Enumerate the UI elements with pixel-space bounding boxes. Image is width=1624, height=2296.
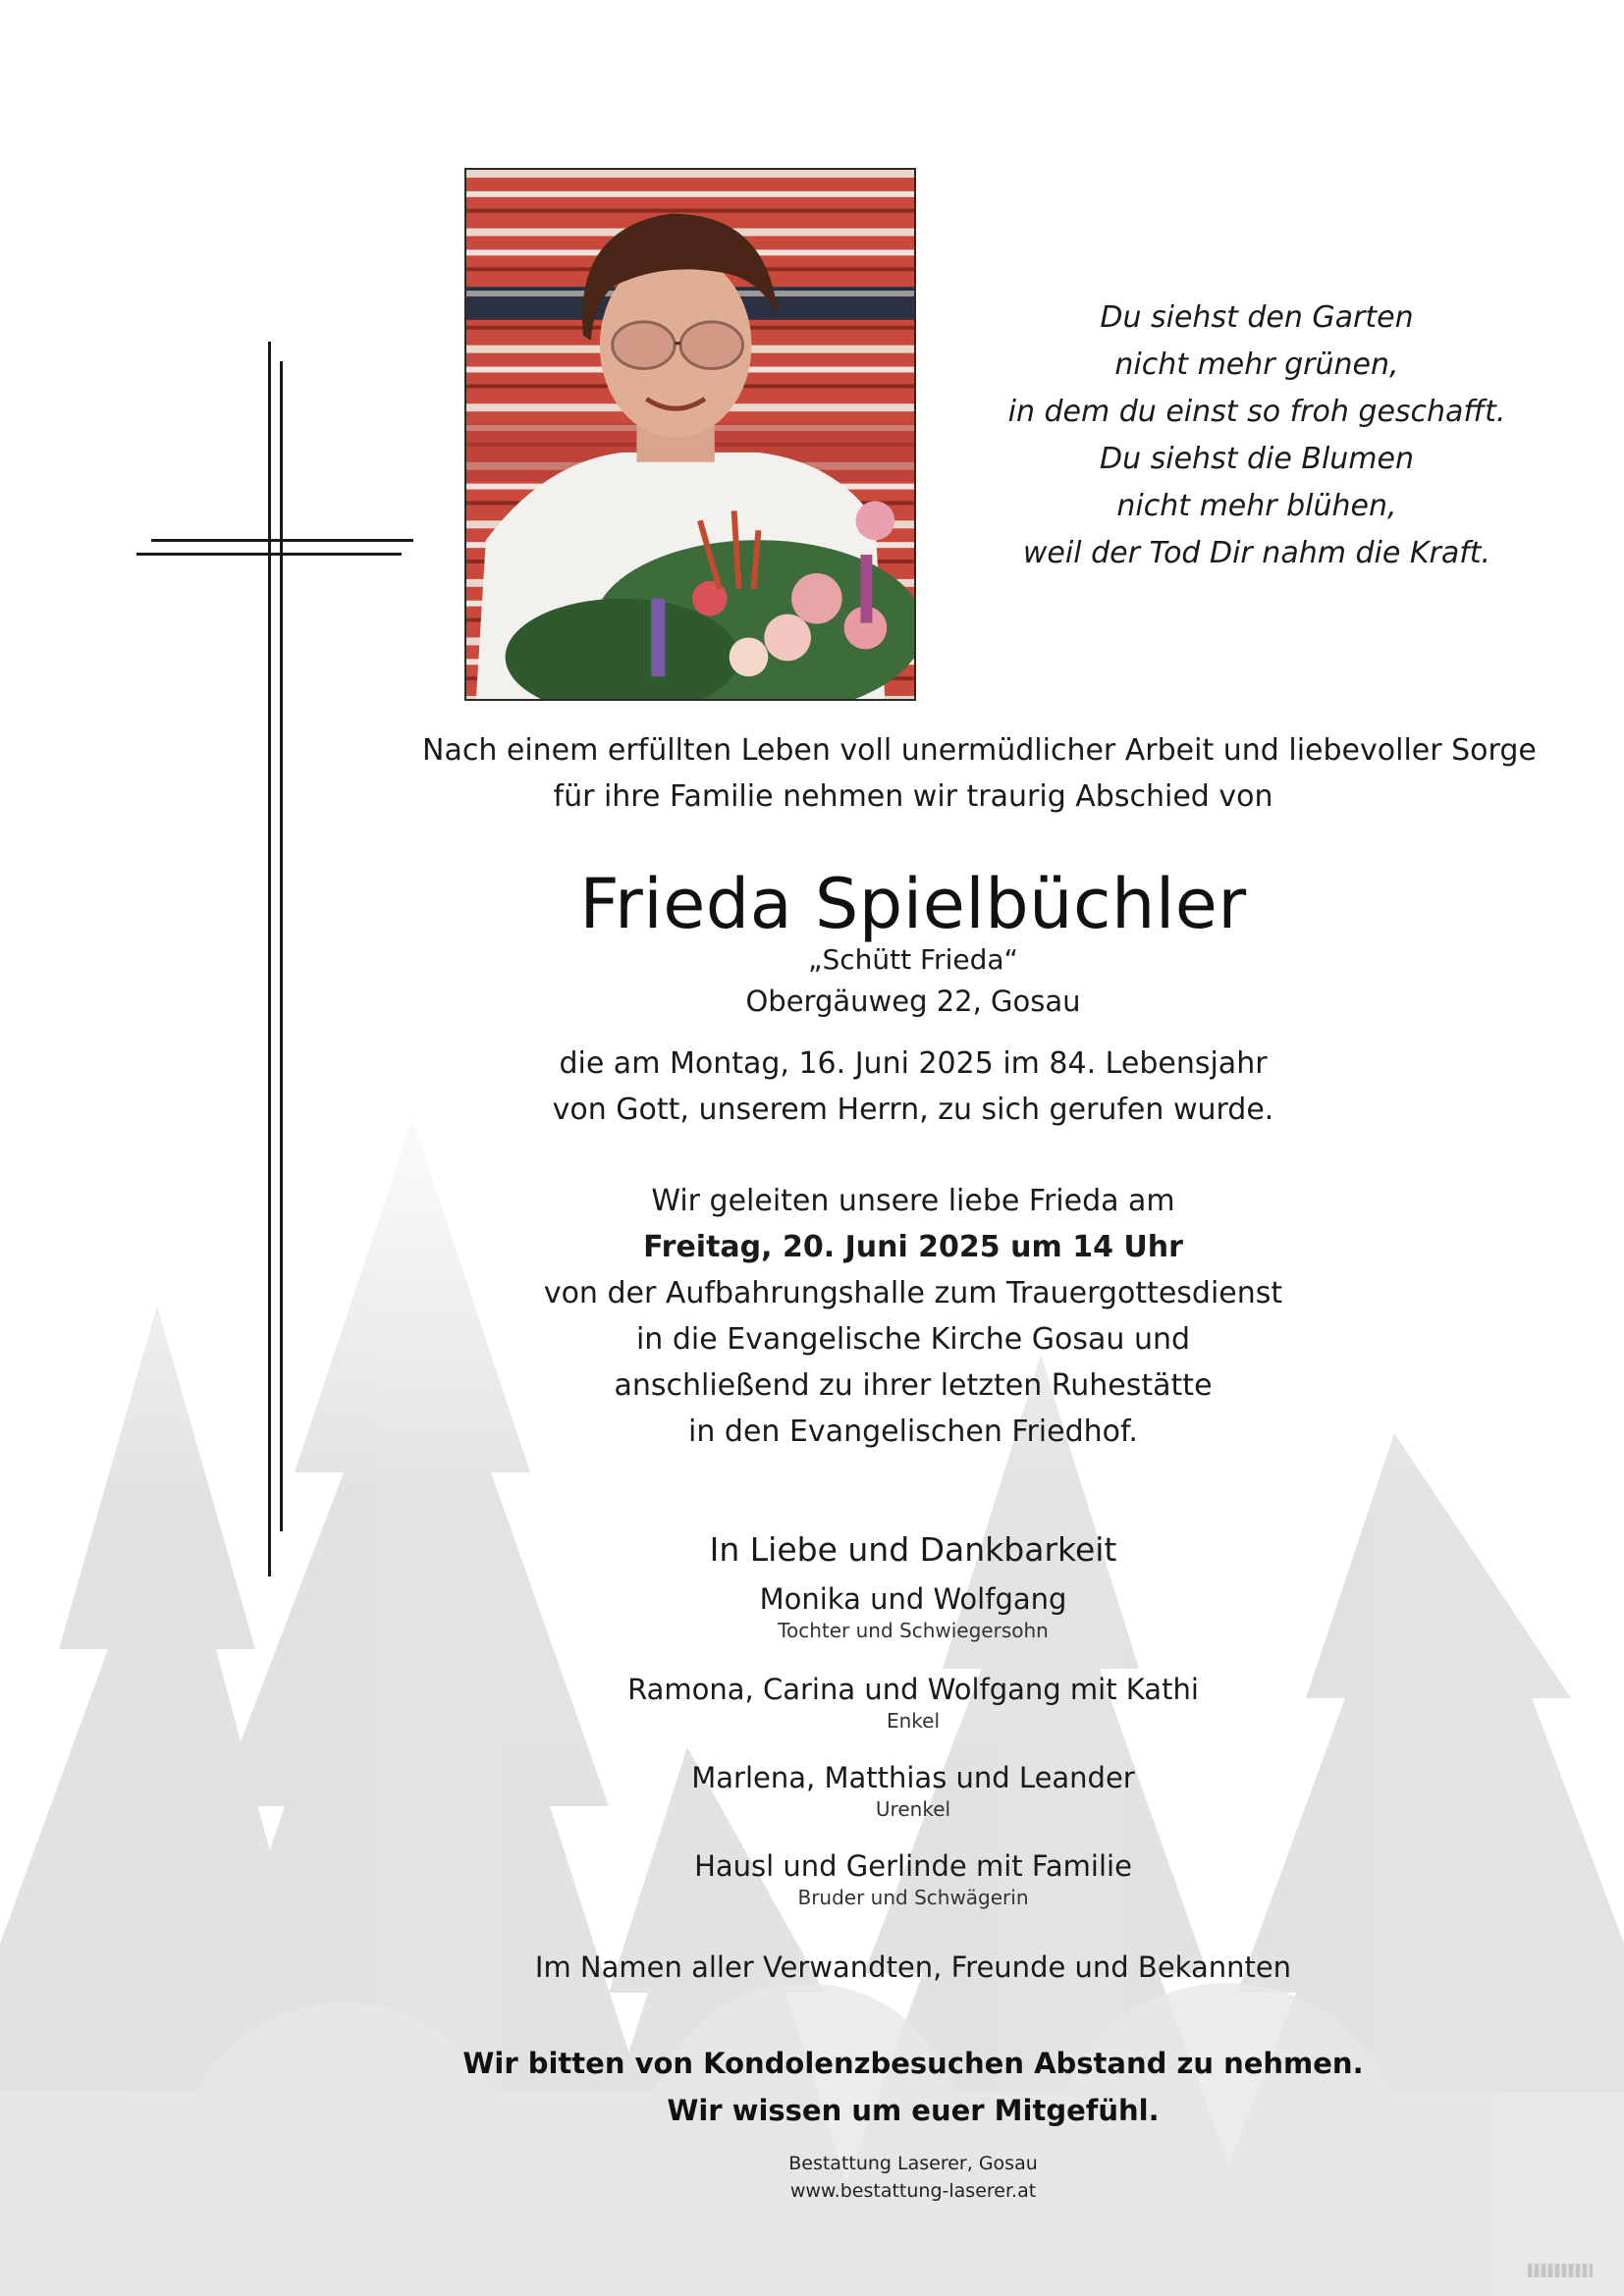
mourner-names: Monika und Wolfgang (759, 1582, 1067, 1616)
funeral-details (422, 1178, 1404, 1455)
undertaker-info (422, 2150, 1404, 2205)
intro-text (422, 727, 1537, 820)
mourner-group (422, 1580, 1404, 1643)
cross-vertical-line-inner (280, 361, 283, 1531)
poem-line: weil der Tod Dir nahm die Kraft. (1022, 536, 1491, 570)
mourners-heading: In Liebe und Dankbarkeit (709, 1530, 1117, 1569)
intro-line: Nach einem erfüllten Leben voll unermüdlicher Arbeit und liebevoller Sorge (422, 733, 1537, 768)
request-line: Wir bitten von Kondolenzbesuchen Abstand zu nehmen. (462, 2047, 1364, 2080)
death-line: die am Montag, 16. Juni 2025 im 84. Lebensjahr (559, 1046, 1268, 1081)
condolence-request (422, 2040, 1404, 2134)
funeral-line: Wir geleiten unsere liebe Frieda am (651, 1184, 1175, 1218)
death-notice (422, 1041, 1404, 1133)
poem-line: Du siehst den Garten (1100, 300, 1414, 335)
mourner-names: Hausl und Gerlinde mit Familie (694, 1849, 1132, 1883)
poem-line: nicht mehr grünen, (1114, 347, 1399, 382)
mourner-group (422, 1847, 1404, 1910)
cross-horizontal-line (151, 539, 413, 542)
undertaker-website[interactable]: www.bestattung-laserer.at (789, 2180, 1037, 2202)
poem (982, 294, 1532, 577)
mourner-relation: Bruder und Schwägerin (797, 1886, 1029, 1909)
cross-horizontal-line-lower (136, 553, 402, 556)
deceased-address: Obergäuweg 22, Gosau (745, 985, 1081, 1018)
intro-line: für ihre Familie nehmen wir traurig Abschied von (553, 779, 1273, 814)
death-line: von Gott, unserem Herrn, zu sich gerufen wurde. (552, 1093, 1274, 1127)
mourner-relation: Tochter und Schwiegersohn (778, 1619, 1049, 1642)
poem-line: Du siehst die Blumen (1099, 442, 1414, 476)
cross-vertical-line (268, 342, 271, 1576)
poem-line: in dem du einst so froh geschafft. (1007, 395, 1506, 429)
mourner-relation: Urenkel (875, 1797, 951, 1821)
poem-line: nicht mehr blühen, (1116, 489, 1397, 523)
undertaker-name: Bestattung Laserer, Gosau (788, 2153, 1038, 2174)
deceased-nickname: „Schütt Frieda“ (807, 943, 1019, 976)
funeral-line: von der Aufbahrungshalle zum Trauergottesdienst (543, 1276, 1283, 1310)
deceased-name: Frieda Spielbüchler (579, 864, 1247, 944)
mourner-group (422, 1671, 1404, 1734)
mourner-relation: Enkel (886, 1709, 941, 1733)
mourner-names: Ramona, Carina und Wolfgang mit Kathi (627, 1673, 1199, 1706)
mourner-group (422, 1759, 1404, 1822)
funeral-line: in den Evangelischen Friedhof. (688, 1415, 1138, 1449)
blurred-watermark (1528, 2264, 1593, 2277)
request-line: Wir wissen um euer Mitgefühl. (667, 2094, 1160, 2127)
all-relatives-line: Im Namen aller Verwandten, Freunde und Bekannten (534, 1950, 1292, 1984)
funeral-date: Freitag, 20. Juni 2025 um 14 Uhr (643, 1230, 1183, 1264)
mourner-names: Marlena, Matthias und Leander (691, 1761, 1135, 1794)
funeral-line: anschließend zu ihrer letzten Ruhestätte (614, 1368, 1213, 1403)
portrait-photo (464, 168, 916, 701)
funeral-line: in die Evangelische Kirche Gosau und (635, 1322, 1191, 1357)
